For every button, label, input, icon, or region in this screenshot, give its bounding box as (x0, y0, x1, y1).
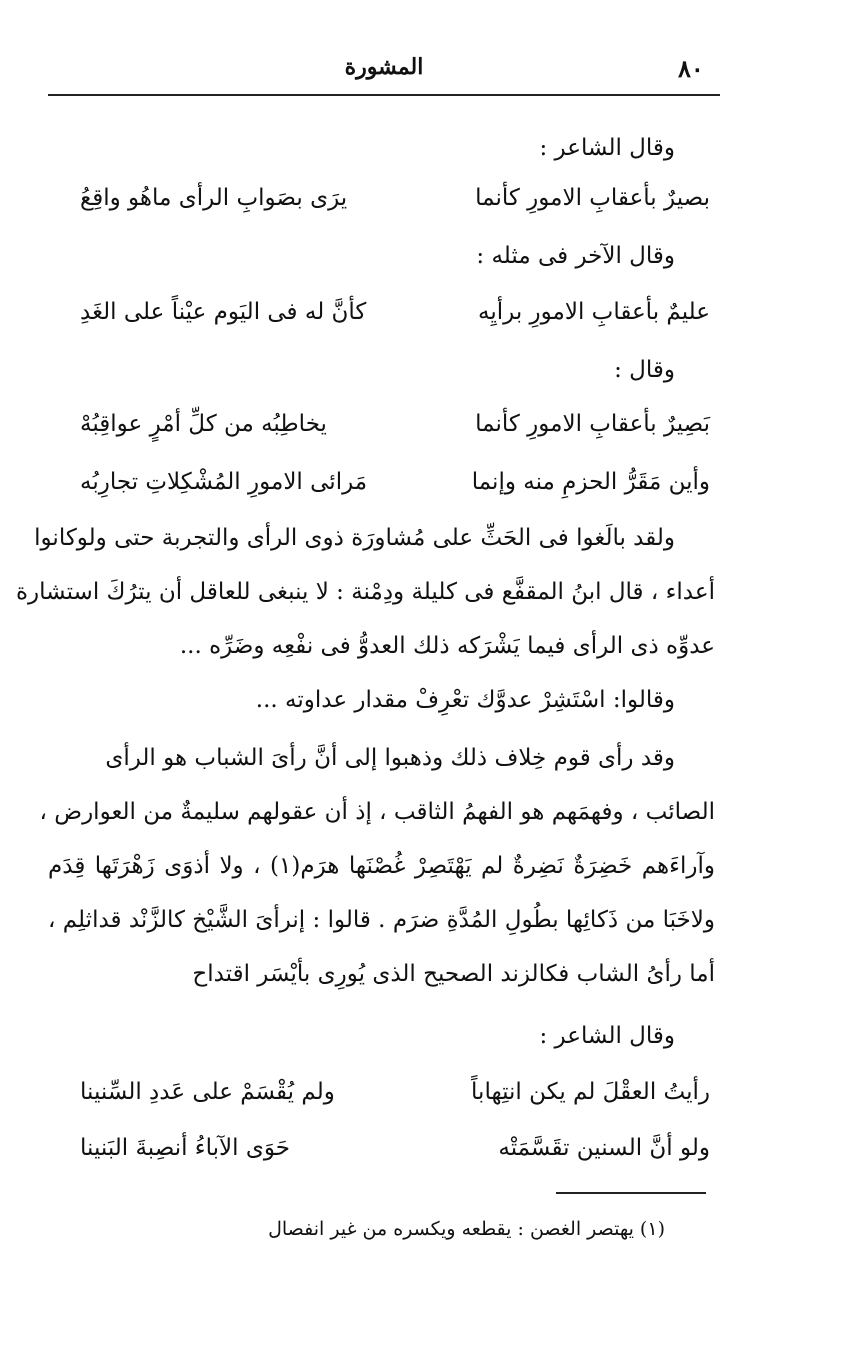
page-header (48, 48, 720, 96)
paragraph-line: الصائب ، وفهمَهم هو الفهمُ الثاقب ، إذ أن عقولهم سليمةٌ من العوارض ، (39, 799, 715, 825)
verse-first-hemistich: رأيتُ العقْلَ لم يكن انتِهاباً (471, 1079, 710, 1105)
verse-first-hemistich: عليمٌ بأعقابِ الامورِ برأيِه (478, 299, 710, 325)
verse-line (80, 1072, 710, 1112)
verse-intro: وقال الشاعر : (539, 1023, 675, 1049)
verse-line (80, 292, 710, 332)
paragraph-line: وآراءَهم خَضِرَةٌ نَضِرةٌ لم يَهْتَصِرْ غُصْنَها هرَم(١) ، ولا أذوَى زَهْرَتَها قِدَم (48, 853, 715, 879)
verse-line (80, 404, 710, 444)
verse-line (80, 462, 710, 502)
verse-second-hemistich: مَرائى الامورِ المُشْكِلاتِ تجارِبُه (80, 469, 368, 495)
verse-first-hemistich: بَصِيرٌ بأعقابِ الامورِ كأنما (475, 411, 710, 437)
verse-second-hemistich: ولم يُقْسَمْ على عَددِ السِّنينا (80, 1079, 335, 1105)
verse-intro: وقال الشاعر : (539, 135, 675, 161)
verse-second-hemistich: يرَى بصَوابِ الرأى ماهُو واقِعُ (80, 185, 348, 211)
paragraph-line: أما رأىُ الشاب فكالزند الصحيح الذى يُورِى بأيْسَر اقتداح (192, 961, 715, 987)
verse-line (80, 178, 710, 218)
verse-second-hemistich: حَوَى الآباءُ أنصِبةَ البَنينا (80, 1135, 290, 1161)
verse-first-hemistich: ولو أنَّ السنين تقَسَّمَتْه (498, 1135, 710, 1161)
verse-intro: وقال الآخر فى مثله : (476, 243, 675, 269)
verse-first-hemistich: وأين مَقَرُّ الحزمِ منه وإنما (471, 469, 710, 495)
paragraph-line: وقالوا: اسْتَشِرْ عدوَّك تعْرِفْ مقدار عداوته ... (255, 687, 675, 713)
running-title: المشورة (344, 54, 424, 80)
verse-line (80, 1128, 710, 1168)
paragraph-line: ولقد بالَغوا فى الحَثِّ على مُشاورَة ذوى الرأى والتجربة حتى ولوكانوا (34, 525, 675, 551)
paragraph-line: أعداء ، قال ابنُ المقفَّع فى كليلة ودِمْنة : لا ينبغى للعاقل أن يترُكَ استشارة (15, 579, 715, 605)
verse-second-hemistich: كأنَّ له فى اليَوم عيْناً على الغَدِ (80, 299, 367, 325)
verse-first-hemistich: بصيرٌ بأعقابِ الامورِ كأنما (475, 185, 710, 211)
verse-second-hemistich: يخاطِبُه من كلِّ أمْرٍ عواقِبُهْ (80, 411, 327, 437)
paragraph-line: وقد رأى قوم خِلاف ذلك وذهبوا إلى أنَّ رأىَ الشباب هو الرأى (105, 745, 675, 771)
footnote: (١) يهتصر الغصن : يقطعه ويكسره من غير انفصال (268, 1218, 665, 1240)
footnote-rule (556, 1192, 706, 1194)
page-number: ٨٠ (678, 54, 704, 83)
paragraph-line: ولاخَبَا من ذَكائِها بطُولِ المُدَّةِ ضرَم . قالوا : إنرأىَ الشَّيْخ كالزَّنْد قداثلِم ، (48, 907, 715, 933)
paragraph-line: عدوِّه ذى الرأى فيما يَشْرَكه ذلك العدوُّ فى نفْعِه وضَرِّه ... (179, 633, 715, 659)
verse-intro: وقال : (614, 357, 675, 383)
